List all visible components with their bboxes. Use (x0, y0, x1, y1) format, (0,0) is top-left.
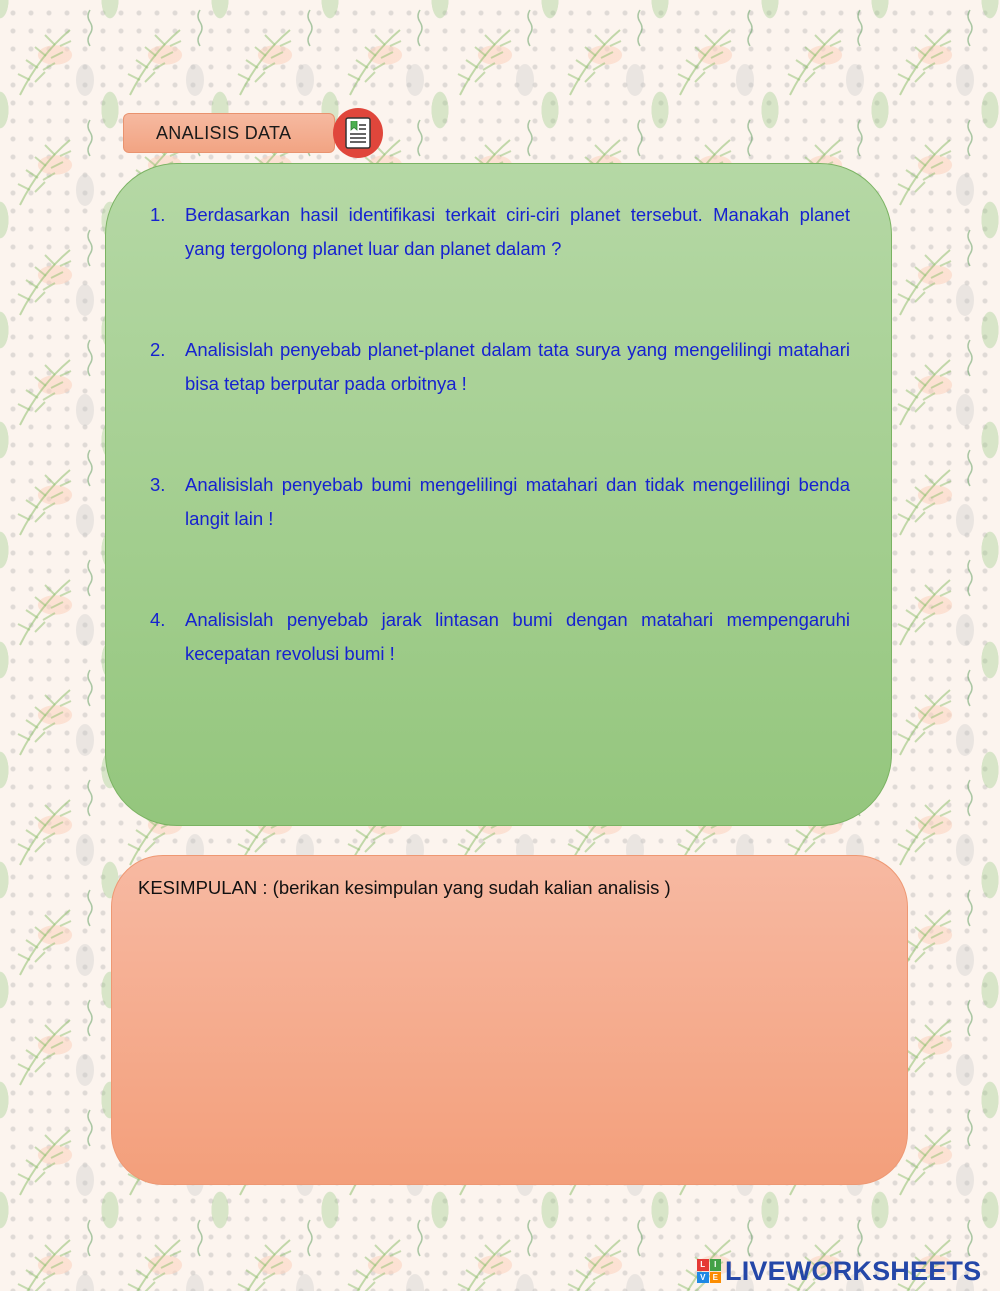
question-text: Berdasarkan hasil identifikasi terkait ciri-ciri planet tersebut. Manakah planet yang tergolong planet luar dan planet dalam ? (185, 204, 850, 259)
question-number: 1. (150, 204, 166, 225)
section-title: ANALISIS DATA (156, 122, 292, 143)
question-number: 3. (150, 474, 166, 495)
liveworksheets-logo-icon (697, 1259, 721, 1283)
brand-text: LIVEWORKSHEETS (725, 1255, 982, 1286)
liveworksheets-brand[interactable] (697, 1256, 981, 1286)
logo-letter: I (710, 1259, 722, 1271)
section-title-tab (123, 113, 335, 153)
question-item (150, 603, 850, 738)
question-text: Analisislah penyebab planet-planet dalam tata surya yang mengelilingi matahari bisa tetap berputar pada orbitnya ! (185, 339, 850, 394)
question-item (150, 333, 850, 468)
question-list (150, 198, 850, 738)
logo-letter: E (710, 1272, 722, 1284)
question-text: Analisislah penyebab bumi mengelilingi matahari dan tidak mengelilingi benda langit lain ! (185, 474, 850, 529)
logo-letter: L (697, 1259, 709, 1271)
question-number: 2. (150, 339, 166, 360)
question-item (150, 198, 850, 333)
logo-letter: V (697, 1272, 709, 1284)
question-text: Analisislah penyebab jarak lintasan bumi dengan matahari mempengaruhi kecepatan revolusi bumi ! (185, 609, 850, 664)
conclusion-label: KESIMPULAN : (berikan kesimpulan yang sudah kalian analisis ) (138, 877, 671, 898)
question-number: 4. (150, 609, 166, 630)
conclusion-panel[interactable] (111, 855, 908, 1185)
document-icon (333, 108, 383, 158)
question-item (150, 468, 850, 603)
